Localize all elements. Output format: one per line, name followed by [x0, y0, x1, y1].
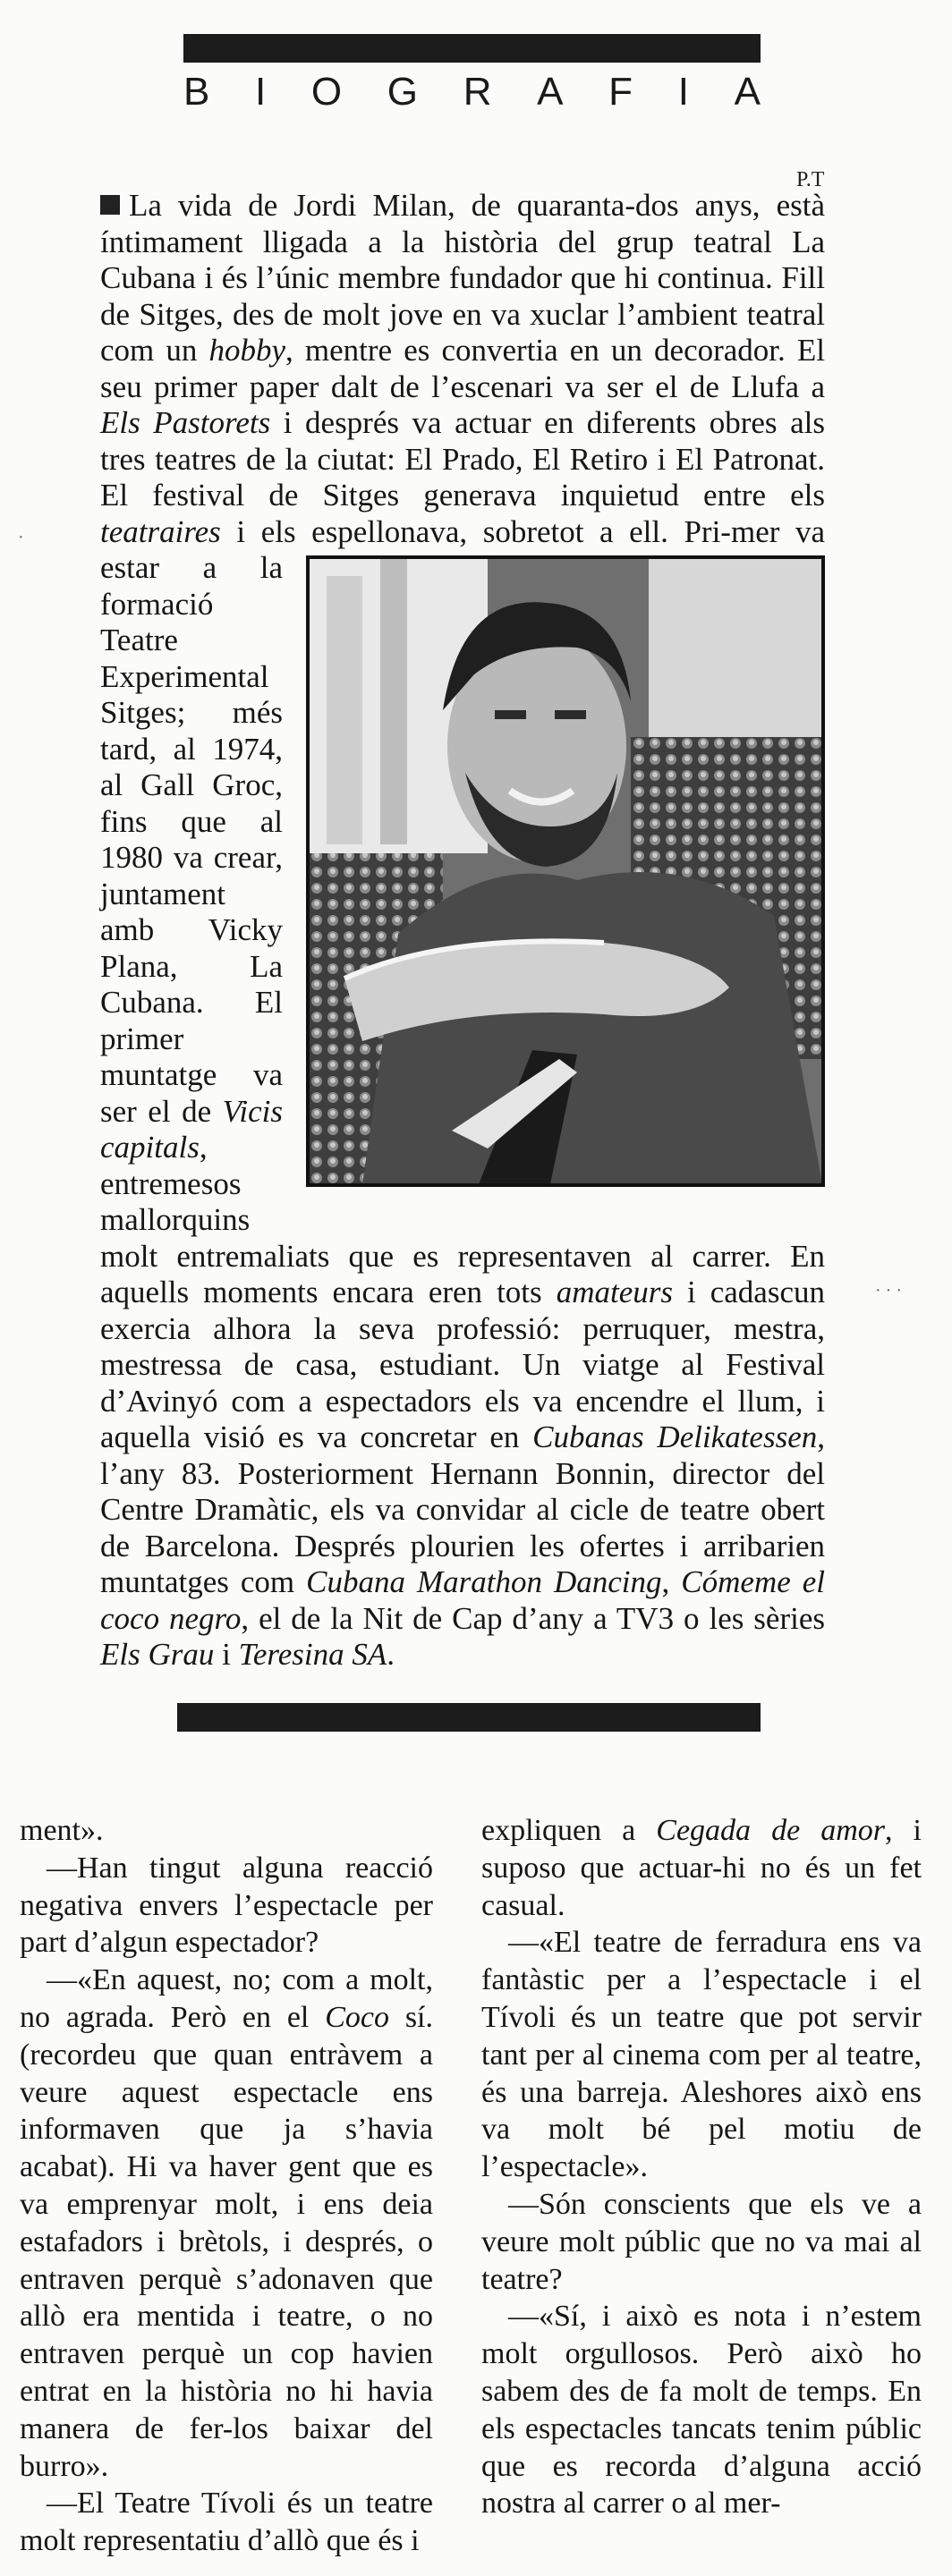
author-initials: P.T [796, 168, 825, 191]
speck-mark: · · · [875, 1281, 902, 1301]
section-heading [183, 70, 761, 114]
portrait-photo [306, 555, 825, 1187]
answer-text: sí. (recordeu que quan entràvem a veure aquest espectacle ens informaven que ja s’havia acabat). Hi va haver gent que es va emprenyar molt, i ens deia estafadors i brètols, i després, o entraven perquè s’adonaven que allò era mentida i teatre, o no entraven perquè un cop havien entrat en la història no hi havia manera de fer-los baixar del burro». [20, 2000, 433, 2483]
interview-column-right [481, 1812, 922, 2522]
heading-letter: B [183, 70, 210, 114]
heading-letter: I [677, 70, 689, 114]
heading-letter: I [255, 70, 267, 114]
bottom-rule [177, 1703, 761, 1732]
interview-answer [20, 1962, 433, 2485]
bio-text-10: i [214, 1637, 239, 1672]
interview-answer: —«El teatre de ferradura ens va fantàstic per a l’espectacle i el Tívoli és un teatre que pot servir tant per al cinema com per al teatre, és una barreja. Aleshores això ens va molt bé pel motiu de l’espectacle». [481, 1926, 922, 2184]
speck-mark: · [18, 528, 24, 547]
paragraph-text: expliquen a [481, 1814, 657, 1847]
answer-text: —«En aquest, no; com a molt, no agrada. Però en el [20, 1963, 433, 2034]
interview-paragraph: ment». [20, 1814, 104, 1847]
heading-letter: A [734, 70, 761, 114]
bio-text-4a: i els espellonava, sobretot a ell. Pri- [220, 513, 731, 549]
bio-italic-comeme: Cómeme el coco negro [100, 1564, 825, 1636]
bio-text-5: , entremesos mallorquins molt entremaliats que es representaven al carrer. En aquells moments encara eren tots [100, 1130, 825, 1309]
interview-question: —Són conscients que els ve a veure molt públic que no va mai al teatre? [481, 2187, 922, 2296]
interview-question: —Han tingut alguna reacció negativa envers l’espectacle per part d’algun espectador? [20, 1851, 433, 1960]
bio-italic-vicis: Vicis capitals [100, 1093, 283, 1165]
bio-text-11: . [387, 1637, 395, 1672]
bio-italic-marathon: Cubana Marathon Dancing [306, 1564, 662, 1599]
bio-italic-pastorets: Els Pastorets [100, 405, 271, 440]
bio-italic-amateurs: amateurs [556, 1275, 673, 1309]
top-rule [183, 34, 761, 63]
paragraph-italic-cegada: Cegada de amor [656, 1814, 885, 1847]
bio-italic-teatraires: teatraires [100, 513, 221, 549]
heading-letter: A [537, 70, 564, 114]
interview-column-left [20, 1812, 433, 2560]
bio-italic-delikatessen: Cubanas Delikatessen [532, 1419, 818, 1454]
biography-text [100, 188, 825, 1674]
bio-text-6: i cadascun exercia alhora la seva professió: perruquer, mestra, mestressa de casa, estudiant. Un viatge al Festival d’Avinyó com a espectadors els va encendre el llum, i aquella visió es va concretar en [100, 1275, 826, 1454]
bio-text-4b: mer va estar a la formació Teatre Experimental Sitges; més tard, al 1974, al Gall Groc, fins que al 1980 va crear, juntament amb Vicky Plana, La Cubana. El primer muntatge va ser el de [100, 513, 825, 1129]
bio-text-9: , el de la Nit de Cap d’any a TV3 o les sèries [241, 1600, 825, 1636]
bullet-square-icon [100, 195, 120, 215]
bio-text-7: , l’any 83. Posteriorment Hernann Bonnin, director del Centre Dramàtic, els va convidar al cicle de teatre obert de Barcelona. Després plourien les ofertes i arribarien muntatges com [100, 1419, 825, 1599]
bio-text-2: , mentre es convertia en un decorador. El seu primer paper dalt de l’escenari va ser el de Llufa a [100, 333, 825, 404]
bio-italic-hobby: hobby [208, 333, 286, 368]
bio-text-3: i després va actuar en diferents obres als tres teatres de la ciutat: El Prado, El Retiro i El Patronat. El festival de Sitges generava inquietud entre els [100, 405, 825, 513]
bio-italic-grau: Els Grau [100, 1637, 215, 1672]
interview-paragraph [481, 1812, 922, 1924]
heading-letter: R [463, 70, 492, 114]
photo-frame [299, 555, 825, 1198]
heading-letter: G [387, 70, 419, 114]
bio-intro: La vida de Jordi Milan, de quaranta-dos anys, està íntimament lligada a la història del grup teatral La Cubana i és l’únic membre fundador que hi continua. Fill de Sitges, des de molt jove en va xuclar l’ambient teatral com un [100, 188, 825, 368]
interview-question: —El Teatre Tívoli és un teatre molt representatiu d’allò que és i [20, 2487, 433, 2558]
answer-italic-coco: Coco [325, 2000, 389, 2034]
interview-answer: —«Sí, i això es nota i n’estem molt orgullosos. Però això ho sabem des de fa molt de temps. En els espectacles tancats tenim públic que es recorda d’alguna acció nostra al carrer o al mer- [481, 2300, 922, 2521]
bio-italic-teresina: Teresina SA [238, 1637, 387, 1672]
bio-text-8: , [661, 1564, 682, 1599]
paragraph-text: , i suposo que actuar-hi no és un fet casual. [481, 1814, 922, 1922]
heading-letter: O [310, 70, 343, 114]
portrait-illustration [309, 558, 822, 1184]
heading-letter: F [608, 70, 633, 114]
